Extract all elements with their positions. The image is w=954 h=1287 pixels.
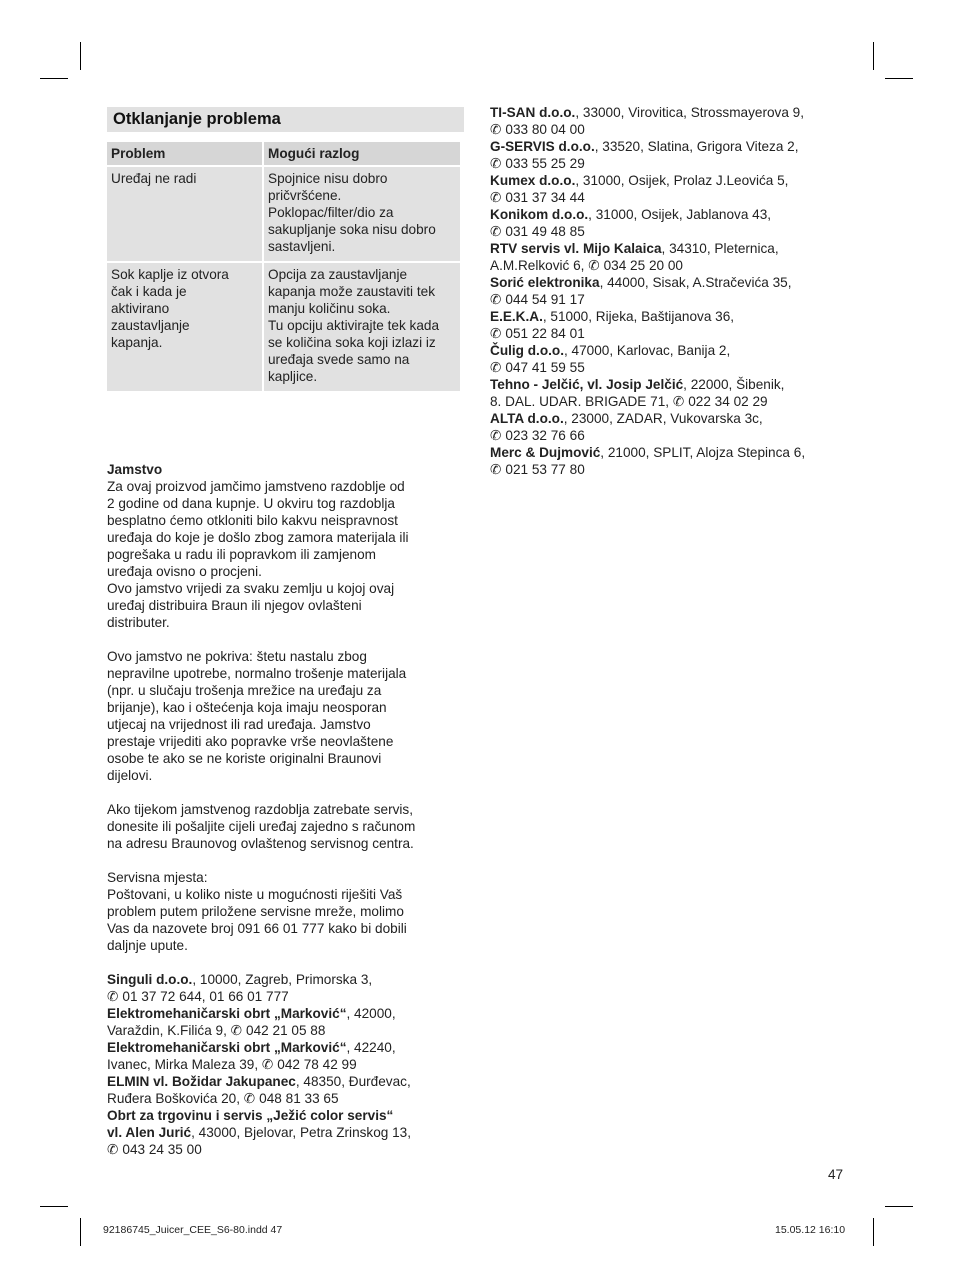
service-details: , 10000, Zagreb, Primorska 3, <box>192 972 373 987</box>
service-name: Singuli d.o.o. <box>107 972 193 987</box>
service-details: , 33520, Slatina, Grigora Viteza 2, <box>594 139 799 154</box>
text-line: pričvršćene. <box>268 188 342 203</box>
text-line: uređaja ovisno o procjeni. <box>107 564 262 579</box>
service-line <box>490 342 805 359</box>
text-line: utjecaj na vrijednost ili rad uređaja. Jamstvo <box>107 717 371 732</box>
phone-icon: ✆ <box>588 258 600 273</box>
warranty-section <box>107 461 415 1158</box>
service-line <box>490 308 805 325</box>
crop-mark <box>885 1206 913 1207</box>
service-name: RTV servis vl. Mijo Kalaica <box>490 241 662 256</box>
service-details: , 31000, Osijek, Jablanova 43, <box>588 207 772 222</box>
service-line <box>490 393 805 410</box>
service-line <box>107 1039 415 1056</box>
problem-cell <box>107 167 262 261</box>
service-details: 043 24 35 00 <box>122 1142 202 1157</box>
table-header-problem: Problem <box>107 142 262 165</box>
service-details: , 22000, Šibenik, <box>683 377 785 392</box>
text-line: čak i kada je <box>111 284 187 299</box>
text-line: Ako tijekom jamstvenog razdoblja zatrebate servis, <box>107 802 413 817</box>
phone-icon: ✆ <box>490 292 502 307</box>
service-line <box>490 223 805 240</box>
service-line <box>490 104 805 121</box>
service-line <box>490 138 805 155</box>
service-details: , 51000, Rijeka, Baštijanova 36, <box>542 309 735 324</box>
service-details: 031 49 48 85 <box>505 224 585 239</box>
service-details: , 48350, Đurđevac, <box>295 1074 411 1089</box>
text-line: sastavljeni. <box>268 239 336 254</box>
text-line: uređaja svede samo na <box>268 352 410 367</box>
service-name: Čulig d.o.o. <box>490 343 564 358</box>
phone-icon: ✆ <box>490 326 502 341</box>
service-name: Konikom d.o.o. <box>490 207 589 222</box>
service-details: , 43000, Bjelovar, Petra Zrinskog 13, <box>191 1125 412 1140</box>
text-line: Ovo jamstvo ne pokriva: štetu nastalu zbog <box>107 649 367 664</box>
service-name: Sorić elektronika <box>490 275 600 290</box>
text-line: osobe te ako se ne koriste originalni Braunovi <box>107 751 382 766</box>
text-line: Tu opciju aktivirajte tek kada <box>268 318 440 333</box>
text-line: aktivirano <box>111 301 170 316</box>
phone-icon: ✆ <box>243 1091 256 1106</box>
crop-mark <box>40 1206 68 1207</box>
service-line <box>107 1056 415 1073</box>
text-line: Servisna mjesta: <box>107 870 208 885</box>
phone-icon: ✆ <box>490 462 502 477</box>
text-line: Spojnice nisu dobro <box>268 171 388 186</box>
text-line: nepravilne upotrebe, normalno trošenje materijala <box>107 666 407 681</box>
service-name: Kumex d.o.o. <box>490 173 576 188</box>
service-name: E.E.K.A. <box>490 309 543 324</box>
text-line: Uređaj ne radi <box>111 171 197 186</box>
service-line <box>107 971 415 988</box>
service-name: ELMIN vl. Božidar Jakupanec <box>107 1074 296 1089</box>
text-line: zaustavljanje <box>111 318 190 333</box>
reason-cell <box>264 167 460 261</box>
service-line <box>107 1141 415 1158</box>
service-name: Elektromehaničarski obrt „Marković“ <box>107 1006 347 1021</box>
service-details: 044 54 91 17 <box>505 292 585 307</box>
service-line <box>107 1022 415 1039</box>
service-details: , 33000, Virovitica, Strossmayerova 9, <box>575 105 805 120</box>
service-details: 042 21 05 88 <box>246 1023 326 1038</box>
text-line: (npr. u slučaju trošenja mrežice na uređaju za <box>107 683 382 698</box>
service-details: , 23000, ZADAR, Vukovarska 3c, <box>563 411 763 426</box>
service-line <box>490 461 805 478</box>
service-details: , 42000, <box>346 1006 396 1021</box>
text-line: uređaja do koje je došlo zbog zamora materijala ili <box>107 530 409 545</box>
text-line: na adresu Braunovog ovlaštenog servisnog centra. <box>107 836 414 851</box>
text-line: kapljice. <box>268 369 318 384</box>
text-line: prestaje vrijediti ako popravke vrše neovlaštene <box>107 734 394 749</box>
phone-icon: ✆ <box>490 156 502 171</box>
service-line <box>490 189 805 206</box>
service-details: A.M.Relković 6, <box>490 258 589 273</box>
text-line: manju količinu soka. <box>268 301 391 316</box>
phone-icon: ✆ <box>230 1023 243 1038</box>
service-line <box>490 240 805 257</box>
crop-mark <box>873 42 874 70</box>
service-name: Obrt za trgovinu i servis „Ježić color servis“ <box>107 1108 394 1123</box>
service-details: , 34310, Pleternica, <box>661 241 779 256</box>
phone-icon: ✆ <box>490 122 502 137</box>
service-line <box>107 1124 415 1141</box>
service-details: , 31000, Osijek, Prolaz J.Leovića 5, <box>575 173 789 188</box>
phone-icon: ✆ <box>107 1142 119 1157</box>
section-title-troubleshooting: Otklanjanje problema <box>107 107 464 132</box>
service-details: Ruđera Boškovića 20, <box>107 1091 244 1106</box>
phone-icon: ✆ <box>261 1057 274 1072</box>
service-name: ALTA d.o.o. <box>490 411 564 426</box>
service-line <box>490 274 805 291</box>
warranty-title: Jamstvo <box>107 462 163 477</box>
service-list-right <box>490 104 805 478</box>
text-line: Poštovani, u koliko niste u mogućnosti riješiti Vaš <box>107 887 403 902</box>
text-line: se količina soka koji izlazi iz <box>268 335 436 350</box>
text-line: kapanja može zaustaviti tek <box>268 284 435 299</box>
text-line: Poklopac/filter/dio za <box>268 205 394 220</box>
service-line <box>490 206 805 223</box>
service-name: Tehno - Jelčić, vl. Josip Jelčić <box>490 377 684 392</box>
table-row <box>107 167 460 261</box>
service-details: 031 37 34 44 <box>505 190 585 205</box>
text-line: brijanje), kao i oštećenja koja imaju neosporan <box>107 700 387 715</box>
text-line: uređaj distribuira Braun ili njegov ovlašteni <box>107 598 362 613</box>
service-line <box>490 325 805 342</box>
text-line: distributer. <box>107 615 170 630</box>
crop-mark <box>873 1218 874 1246</box>
text-line: kapanja. <box>111 335 163 350</box>
service-line <box>490 172 805 189</box>
text-line: donesite ili pošaljite cijeli uređaj zajedno s računom <box>107 819 416 834</box>
service-details: 047 41 59 55 <box>505 360 585 375</box>
text-line: Sok kaplje iz otvora <box>111 267 229 282</box>
service-line <box>490 376 805 393</box>
service-line <box>107 988 415 1005</box>
service-line <box>107 1090 415 1107</box>
service-line <box>490 410 805 427</box>
service-line <box>490 427 805 444</box>
text-line: Vas da nazovete broj 091 66 01 777 kako bi dobili <box>107 921 407 936</box>
service-details: 021 53 77 80 <box>505 462 585 477</box>
service-line <box>490 121 805 138</box>
table-row <box>107 263 460 391</box>
service-details: 048 81 33 65 <box>259 1091 339 1106</box>
service-details: , 42240, <box>346 1040 396 1055</box>
phone-icon: ✆ <box>490 428 502 443</box>
service-line <box>490 291 805 308</box>
crop-mark <box>80 42 81 70</box>
service-intro-paragraph <box>107 869 415 954</box>
service-name: TI-SAN d.o.o. <box>490 105 576 120</box>
text-line: Za ovaj proizvod jamčimo jamstveno razdoblje od <box>107 479 405 494</box>
service-details: Ivanec, Mirka Maleza 39, <box>107 1057 262 1072</box>
service-details: , 47000, Karlovac, Banija 2, <box>564 343 731 358</box>
service-line <box>490 444 805 461</box>
service-details: 8. DAL. UDAR. BRIGADE 71, <box>490 394 673 409</box>
warranty-paragraph <box>107 478 415 631</box>
crop-mark <box>885 78 913 79</box>
service-details: 042 78 42 99 <box>277 1057 357 1072</box>
phone-icon: ✆ <box>107 989 119 1004</box>
warranty-paragraph <box>107 801 415 852</box>
phone-icon: ✆ <box>490 224 502 239</box>
footer-date: 15.05.12 16:10 <box>775 1224 846 1236</box>
service-line <box>107 1107 415 1124</box>
table-header-reason: Mogući razlog <box>264 142 460 165</box>
problem-cell <box>107 263 262 391</box>
warranty-paragraph <box>107 648 415 784</box>
service-details: 022 34 02 29 <box>688 394 768 409</box>
service-name: vl. Alen Jurić <box>107 1125 192 1140</box>
service-name: G-SERVIS d.o.o. <box>490 139 595 154</box>
service-details: , 21000, SPLIT, Alojza Stepinca 6, <box>600 445 806 460</box>
text-line: 2 godine od dana kupnje. U okviru tog razdoblja <box>107 496 395 511</box>
text-line: daljnje upute. <box>107 938 188 953</box>
service-name: Elektromehaničarski obrt „Marković“ <box>107 1040 347 1055</box>
service-details: 034 25 20 00 <box>603 258 683 273</box>
phone-icon: ✆ <box>672 394 685 409</box>
footer-filename: 92186745_Juicer_CEE_S6-80.indd 47 <box>103 1224 283 1236</box>
text-line: sakupljanje soka nisu dobro <box>268 222 436 237</box>
troubleshooting-table <box>105 140 462 393</box>
service-line <box>107 1005 415 1022</box>
phone-icon: ✆ <box>490 190 502 205</box>
service-details: 01 37 72 644, 01 66 01 777 <box>122 989 289 1004</box>
text-line: dijelovi. <box>107 768 153 783</box>
service-details: 051 22 84 01 <box>505 326 585 341</box>
service-line <box>490 155 805 172</box>
crop-mark <box>40 78 68 79</box>
service-name: Merc & Dujmović <box>490 445 601 460</box>
service-line <box>490 257 805 274</box>
text-line: Ovo jamstvo vrijedi za svaku zemlju u kojoj ovaj <box>107 581 395 596</box>
service-details: , 44000, Sisak, A.Stračevića 35, <box>599 275 792 290</box>
service-details: 033 55 25 29 <box>505 156 585 171</box>
service-details: 023 32 76 66 <box>505 428 585 443</box>
service-line <box>490 359 805 376</box>
service-list-left <box>107 971 415 1158</box>
text-line: Opcija za zaustavljanje <box>268 267 408 282</box>
service-details: 033 80 04 00 <box>505 122 585 137</box>
text-line: besplatno ćemo otkloniti bilo kakvu neispravnost <box>107 513 398 528</box>
page-number: 47 <box>828 1167 844 1182</box>
reason-cell <box>264 263 460 391</box>
text-line: problem putem priložene servisne mreže, molimo <box>107 904 404 919</box>
phone-icon: ✆ <box>490 360 502 375</box>
service-details: Varaždin, K.Filića 9, <box>107 1023 231 1038</box>
text-line: pogrešaka u radu ili popravkom ili zamjenom <box>107 547 376 562</box>
crop-mark <box>80 1218 81 1246</box>
service-line <box>107 1073 415 1090</box>
